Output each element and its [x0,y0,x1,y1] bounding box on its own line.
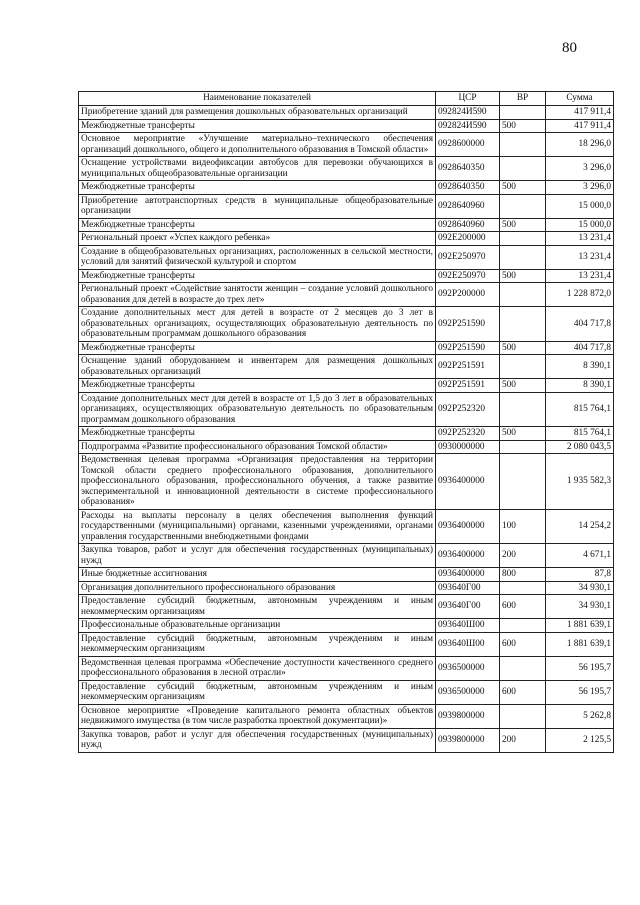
row-sum: 15 000,0 [546,218,614,232]
table-row [79,544,614,568]
table-row [79,509,614,544]
row-name: Основное мероприятие «Улучшение материально–технического обеспечения организаций дошкольного, общего и дополнительного образования в Томской области» [79,133,436,157]
row-name: Межбюджетные трансферты [79,427,436,441]
row-sum: 3 296,0 [546,157,614,181]
row-name: Создание дополнительных мест для детей в возрасте от 1,5 до 3 лет в образовательных организациях, осуществляющих образовательную деятельность по образовательным программам дошкольного образования [79,392,436,427]
row-name: Межбюджетные трансферты [79,269,436,283]
row-csr: 092P252320 [436,427,500,441]
row-vr: 500 [500,427,546,441]
table-row [79,194,614,218]
row-sum: 13 231,4 [546,232,614,246]
header-vr: ВР [500,92,546,106]
row-vr [500,656,546,680]
row-csr: 093640Ш00 [436,632,500,656]
row-sum: 56 195,7 [546,656,614,680]
row-sum: 13 231,4 [546,245,614,269]
row-csr: 092P251590 [436,307,500,342]
row-vr: 500 [500,341,546,355]
table-row [79,133,614,157]
row-sum: 417 911,4 [546,119,614,133]
row-csr: 0936400000 [436,509,500,544]
row-csr: 092P251591 [436,379,500,393]
row-vr [500,454,546,510]
row-name: Межбюджетные трансферты [79,218,436,232]
row-sum: 87,8 [546,568,614,582]
row-vr: 600 [500,680,546,704]
row-sum: 815 764,1 [546,427,614,441]
table-row [79,728,614,752]
row-vr: 500 [500,269,546,283]
row-csr: 0936500000 [436,680,500,704]
row-name: Закупка товаров, работ и услуг для обеспечения государственных (муниципальных) нужд [79,544,436,568]
row-name: Профессиональные образовательные организации [79,619,436,633]
row-csr: 0930000000 [436,440,500,454]
row-vr [500,440,546,454]
table-row [79,427,614,441]
row-name: Организация дополнительного профессионального образования [79,581,436,595]
row-sum: 56 195,7 [546,680,614,704]
table-row [79,181,614,195]
row-csr: 093640Ш00 [436,619,500,633]
row-vr: 100 [500,509,546,544]
table-row [79,392,614,427]
row-vr: 500 [500,218,546,232]
row-name: Основное мероприятие «Проведение капитального ремонта областных объектов недвижимого имущества (в том числе разработка проектной документации)» [79,704,436,728]
row-csr: 092P200000 [436,283,500,307]
row-csr: 0928640350 [436,181,500,195]
row-sum: 3 296,0 [546,181,614,195]
row-name: Предоставление субсидий бюджетным, автономным учреждениям и иным некоммерческим организациям [79,680,436,704]
table-row [79,680,614,704]
row-name: Расходы на выплаты персоналу в целях обеспечения выполнения функций государственными (муниципальными) органами, казенными учреждениями, органами управления государственными внебюджетными фондами [79,509,436,544]
row-vr [500,245,546,269]
table-header [79,92,614,106]
table-row [79,307,614,342]
row-name: Приобретение автотранспортных средств в муниципальные общеобразовательные организации [79,194,436,218]
row-name: Создание в общеобразовательных организациях, расположенных в сельской местности, условий для занятий физической культурой и спортом [79,245,436,269]
row-sum: 18 296,0 [546,133,614,157]
row-name: Оснащение зданий оборудованием и инвентарем для размещения дошкольных образовательных организаций [79,355,436,379]
table-row [79,704,614,728]
row-vr [500,581,546,595]
row-sum: 8 390,1 [546,379,614,393]
row-vr [500,307,546,342]
row-sum: 5 262,8 [546,704,614,728]
row-name: Предоставление субсидий бюджетным, автономным учреждениям и иным некоммерческим организациям [79,595,436,619]
row-name: Ведомственная целевая программа «Организация предоставления на территории Томской области среднего профессионального образования, дополнительного профессионального образования, профессионального обучения, а также развитие экспериментальной и инновационной деятельности в системе профессионального образования» [79,454,436,510]
row-csr: 092E250970 [436,245,500,269]
row-name: Межбюджетные трансферты [79,379,436,393]
row-sum: 1 881 639,1 [546,619,614,633]
row-sum: 2 125,5 [546,728,614,752]
row-csr: 092824И590 [436,119,500,133]
row-csr: 0928640960 [436,194,500,218]
row-csr: 0936400000 [436,454,500,510]
header-csr: ЦСР [436,92,500,106]
header-row [79,92,614,106]
row-sum: 1 935 582,3 [546,454,614,510]
row-name: Подпрограмма «Развитие профессионального образования Томской области» [79,440,436,454]
table-row [79,245,614,269]
row-name: Межбюджетные трансферты [79,119,436,133]
row-name: Региональный проект «Содействие занятости женщин – создание условий дошкольного образования для детей в возрасте до трех лет» [79,283,436,307]
row-name: Закупка товаров, работ и услуг для обеспечения государственных (муниципальных) нужд [79,728,436,752]
header-sum: Сумма [546,92,614,106]
row-sum: 15 000,0 [546,194,614,218]
row-vr: 500 [500,181,546,195]
row-csr: 0928600000 [436,133,500,157]
row-sum: 34 930,1 [546,581,614,595]
header-name: Наименование показателей [79,92,436,106]
row-name: Предоставление субсидий бюджетным, автономным учреждениям и иным некоммерческим организациям [79,632,436,656]
table-row [79,218,614,232]
row-csr: 093640Г00 [436,595,500,619]
row-vr [500,194,546,218]
row-name: Приобретение зданий для размещения дошкольных образовательных организаций [79,106,436,120]
row-name: Межбюджетные трансферты [79,341,436,355]
row-csr: 092P252320 [436,392,500,427]
table-row [79,106,614,120]
row-vr [500,106,546,120]
row-vr [500,133,546,157]
table-row [79,581,614,595]
page-number: 80 [562,40,577,56]
row-vr: 500 [500,119,546,133]
table-row [79,619,614,633]
row-sum: 1 228 872,0 [546,283,614,307]
row-sum: 34 930,1 [546,595,614,619]
row-csr: 0928640350 [436,157,500,181]
row-name: Ведомственная целевая программа «Обеспечение доступности качественного среднего профессионального образования в лесной отрасли» [79,656,436,680]
row-sum: 404 717,8 [546,307,614,342]
table-row [79,119,614,133]
row-name: Иные бюджетные ассигнования [79,568,436,582]
row-csr: 0936400000 [436,568,500,582]
row-sum: 4 671,1 [546,544,614,568]
row-vr: 500 [500,379,546,393]
table-row [79,568,614,582]
row-sum: 417 911,4 [546,106,614,120]
row-name: Межбюджетные трансферты [79,181,436,195]
table-row [79,232,614,246]
table-row [79,355,614,379]
row-sum: 13 231,4 [546,269,614,283]
row-csr: 0936400000 [436,544,500,568]
row-sum: 404 717,8 [546,341,614,355]
row-sum: 14 254,2 [546,509,614,544]
row-csr: 0939800000 [436,704,500,728]
row-sum: 8 390,1 [546,355,614,379]
budget-table [78,91,614,753]
table-body [79,106,614,753]
row-csr: 092P251591 [436,355,500,379]
table-row [79,283,614,307]
table-row [79,157,614,181]
row-vr [500,283,546,307]
table-row [79,454,614,510]
row-vr: 600 [500,595,546,619]
table-row [79,341,614,355]
row-name: Региональный проект «Успех каждого ребенка» [79,232,436,246]
row-vr [500,619,546,633]
row-csr: 0936500000 [436,656,500,680]
row-vr: 600 [500,632,546,656]
row-csr: 092E250970 [436,269,500,283]
table-row [79,656,614,680]
row-vr [500,392,546,427]
table-row [79,269,614,283]
row-name: Создание дополнительных мест для детей в возрасте от 2 месяцев до 3 лет в образовательных организациях, осуществляющих образовательную деятельность по образовательным программам дошкольного образования [79,307,436,342]
row-csr: 092824И590 [436,106,500,120]
row-vr [500,704,546,728]
table-row [79,595,614,619]
row-sum: 2 080 043,5 [546,440,614,454]
row-vr [500,355,546,379]
table-row [79,379,614,393]
row-vr [500,232,546,246]
row-vr: 200 [500,544,546,568]
row-vr: 200 [500,728,546,752]
row-vr: 800 [500,568,546,582]
row-sum: 1 881 639,1 [546,632,614,656]
row-sum: 815 764,1 [546,392,614,427]
row-vr [500,157,546,181]
table-row [79,632,614,656]
row-csr: 092P251590 [436,341,500,355]
table-row [79,440,614,454]
row-csr: 092E200000 [436,232,500,246]
row-csr: 0928640960 [436,218,500,232]
row-csr: 0939800000 [436,728,500,752]
row-name: Оснащение устройствами видеофиксации автобусов для перевозки обучающихся в муниципальных общеобразовательные организации [79,157,436,181]
row-csr: 093640Г00 [436,581,500,595]
